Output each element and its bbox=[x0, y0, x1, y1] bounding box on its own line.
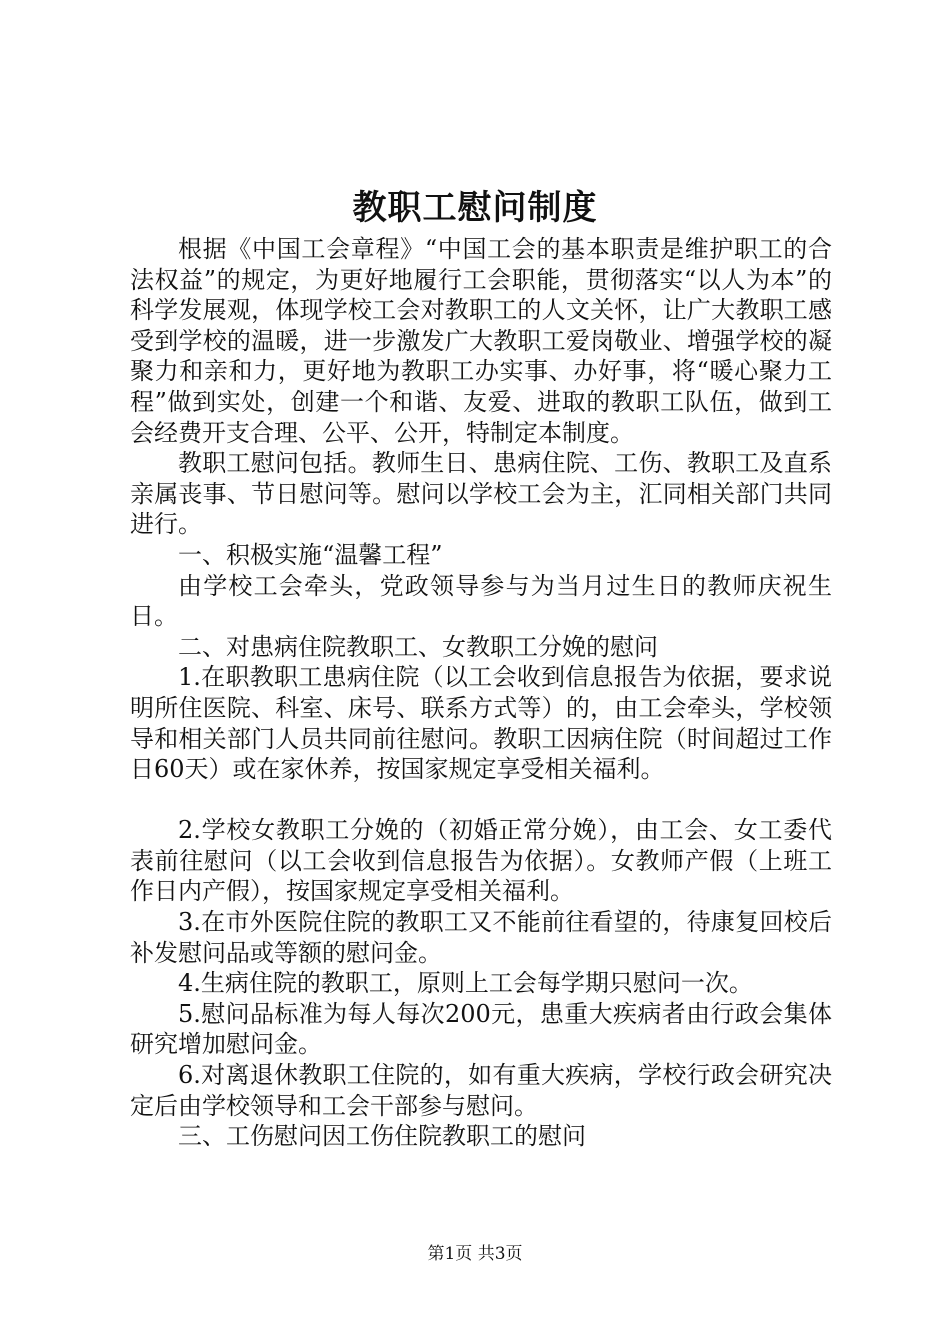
document-title: 教职工慰问制度 bbox=[352, 188, 598, 228]
paragraph-birthday: 由学校工会牵头，党政领导参与为当月过生日的教师庆祝生日。 bbox=[130, 571, 832, 631]
paragraph-scope: 教职工慰问包括。教师生日、患病住院、工伤、教职工及直系亲属丧事、节日慰问等。慰问以学校工会为主，汇同相关部门共同进行。 bbox=[130, 449, 832, 539]
page-footer: 第1页 共3页 bbox=[427, 1244, 523, 1264]
paragraph-intro: 根据《中国工会章程》“中国工会的基本职责是维护职工的合法权益”的规定，为更好地履行工会职能，贯彻落实“以人为本”的科学发展观，体现学校工会对教职工的人文关怀，让广大教职工感受到学校的温暖，进一步激发广大教职工爱岗敬业、增强学校的凝聚力和亲和力，更好地为教职工办实事、办好事，将“暖心聚力工程”做到实处，创建一个和谐、友爱、进取的教职工队伍，做到工会经费开支合理、公平、公开，特制定本制度。 bbox=[130, 235, 832, 447]
section-heading-2: 二、对患病住院教职工、女教职工分娩的慰问 bbox=[178, 632, 658, 661]
section-heading-3: 三、工伤慰问因工伤住院教职工的慰问 bbox=[178, 1122, 586, 1151]
clause-3: 3.在市外医院住院的教职工又不能前往看望的，待康复回校后补发慰问品或等额的慰问金。 bbox=[130, 908, 832, 967]
clause-1: 1.在职教职工患病住院（以工会收到信息报告为依据，要求说明所住医院、科室、床号、联系方式等）的，由工会牵头，学校领导和相关部门人员共同前往慰问。教职工因病住院（时间超过工作日60天）或在家休养，按国家规定享受相关福利。 bbox=[130, 663, 832, 784]
clause-6: 6.对离退休教职工住院的，如有重大疾病，学校行政会研究决定后由学校领导和工会干部参与慰问。 bbox=[130, 1061, 832, 1120]
clause-5: 5.慰问品标准为每人每次200元，患重大疾病者由行政会集体研究增加慰问金。 bbox=[130, 999, 832, 1059]
clause-2: 2.学校女教职工分娩的（初婚正常分娩），由工会、女工委代表前往慰问（以工会收到信息报告为依据）。女教师产假（上班工作日内产假），按国家规定享受相关福利。 bbox=[130, 816, 832, 906]
clause-4: 4.生病住院的教职工，原则上工会每学期只慰问一次。 bbox=[178, 969, 753, 998]
section-heading-1: 一、积极实施“温馨工程” bbox=[178, 540, 443, 569]
document-body bbox=[130, 234, 832, 1152]
